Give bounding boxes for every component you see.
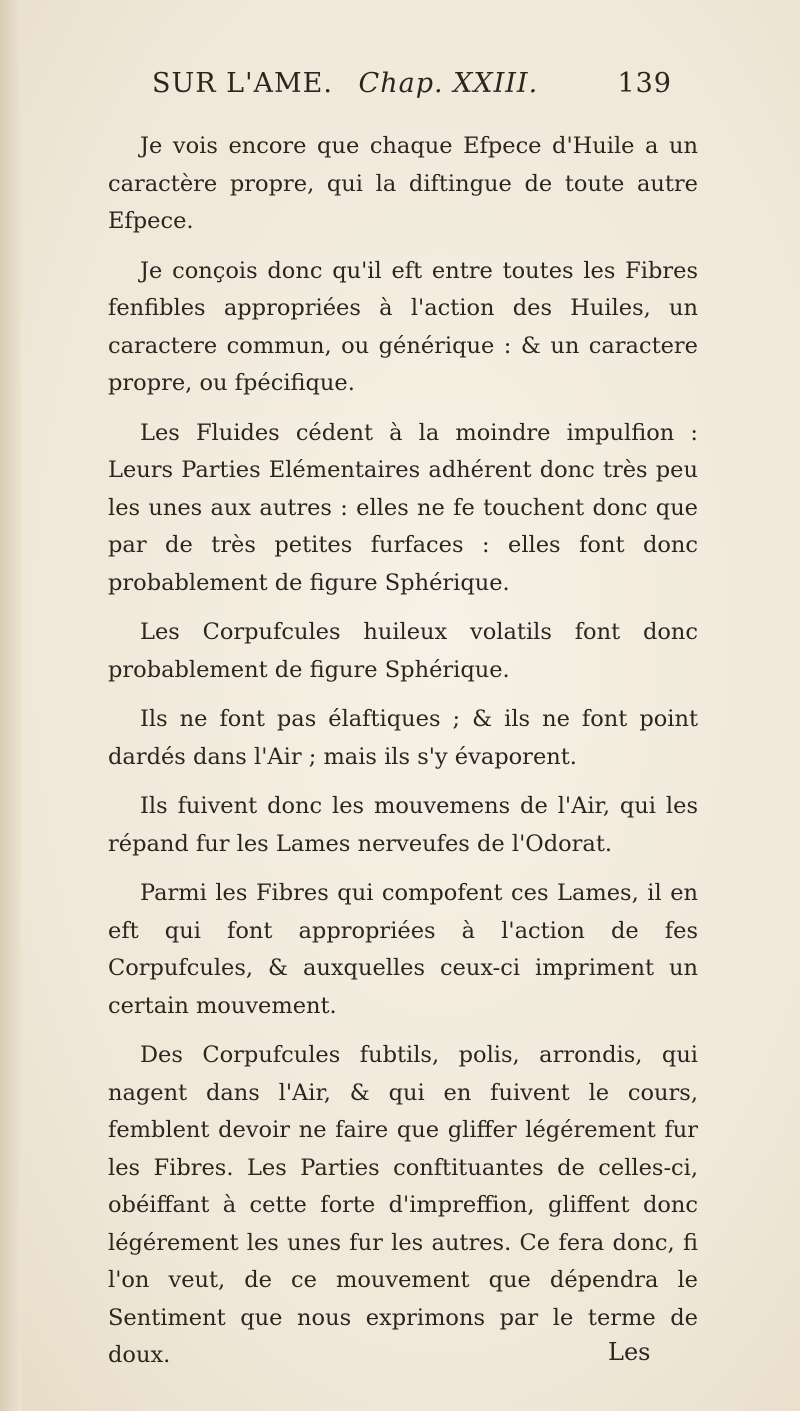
page-gutter [0,0,22,1411]
paragraph: Je vois encore que chaque Efpece d'Huile a un caractère propre, qui la diftingue de toute autre Efpece. [108,133,698,234]
chapter-label: Chap. XXIII. [358,68,539,99]
paragraph: Les Corpufcules huileux volatils font donc probablement de figure Sphérique. [108,619,698,683]
paragraph: Je conçois donc qu'il eft entre toutes les Fibres fenfibles appropriées à l'action des Huiles, un caractere commun, ou générique : & un caractere propre, ou fpécifique. [108,257,698,396]
catchword: Les [608,1338,651,1366]
running-title: SUR L'AME. [152,68,333,99]
paragraph: Des Corpufcules fubtils, polis, arrondis, qui nagent dans l'Air, & qui en fuivent le cours, femblent devoir ne faire que gliffer légérement fur les Fibres. Les Parties conftituantes de celles-ci, obéiffant à cette forte d'impreffion, gliffent donc légérement les unes fur les autres. Ce fera donc, fi l'on veut, de ce mouvement que dépendra le Sentiment que nous exprimons par le terme de doux. [108,1042,698,1368]
page-number: 139 [617,68,672,99]
paragraph: Ils fuivent donc les mouvemens de l'Air, qui les répand fur les Lames nerveufes de l'Odorat. [108,793,698,857]
page-header [152,68,672,99]
body-text [108,128,698,1387]
paragraph: Parmi les Fibres qui compofent ces Lames, il en eft qui font appropriées à l'action de fes Corpufcules, & auxquelles ceux-ci impriment un certain mouvement. [108,880,698,1019]
paragraph: Ils ne font pas élaftiques ; & ils ne font point dardés dans l'Air ; mais ils s'y évaporent. [108,706,698,770]
paragraph: Les Fluides cédent à la moindre impulfion : Leurs Parties Elémentaires adhérent donc très peu les unes aux autres : elles ne fe touchent donc que par de très petites furfaces : elles font donc probablement de figure Sphérique. [108,419,698,596]
